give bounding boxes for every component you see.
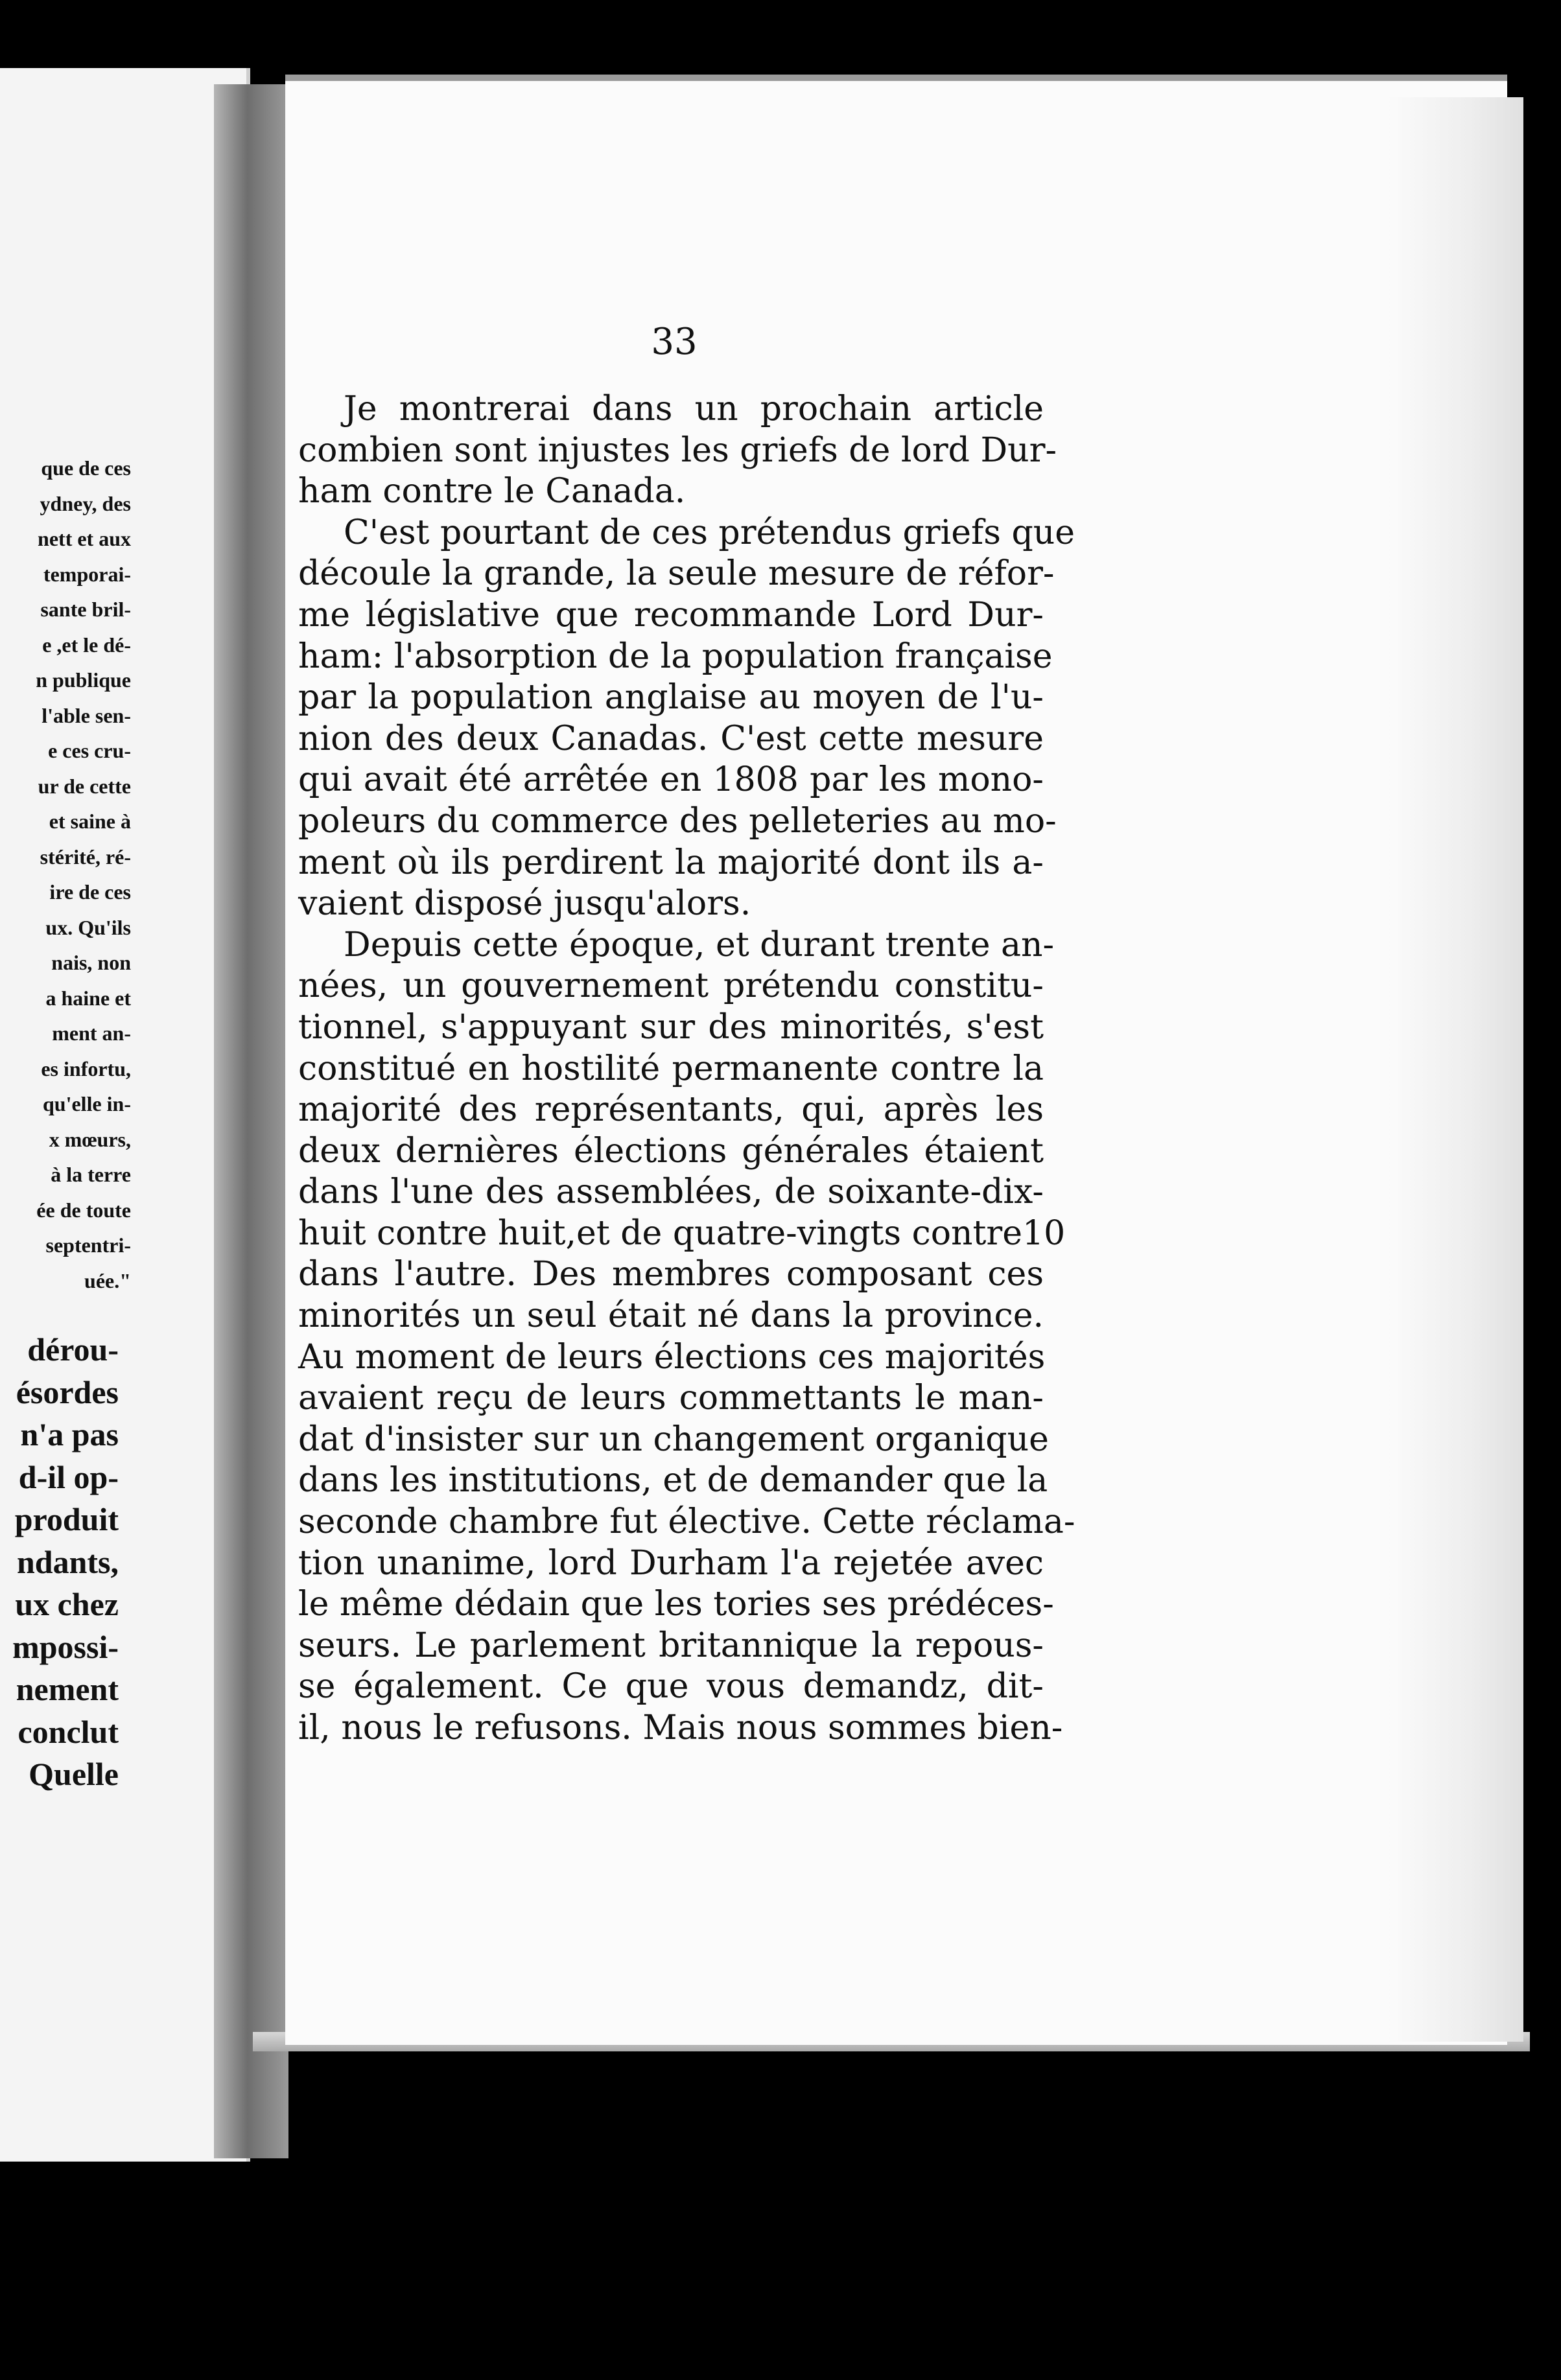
text-line: le même dédain que les tories ses prédéces-	[298, 1585, 1054, 1624]
text-line: dans les institutions, et de demander que la	[298, 1461, 1048, 1500]
text-line: il, nous le refusons. Mais nous sommes bien-	[298, 1709, 1063, 1747]
left-line: Quelle	[29, 1756, 119, 1792]
left-line: ée de toute	[36, 1198, 131, 1222]
left-line: ydney, des	[40, 491, 131, 515]
text-line: tion unanime, lord Durham l'a rejetée avec	[298, 1543, 1044, 1583]
text-line: dans l'une des assemblées, de soixante-dix-	[298, 1172, 1044, 1212]
left-line: uée."	[84, 1268, 131, 1292]
left-line: que de ces	[41, 456, 131, 480]
left-line: qu'elle in-	[42, 1092, 131, 1115]
text-line: constitué en hostilité permanente contre la	[298, 1049, 1044, 1088]
left-line: temporai-	[43, 562, 131, 586]
left-line: x mœurs,	[49, 1127, 131, 1151]
left-page	[0, 68, 250, 2162]
left-line: dérou-	[27, 1331, 119, 1368]
text-line: Depuis cette époque, et durant trente an-	[344, 925, 1055, 964]
text-line: me législative que recommande Lord Dur-	[298, 595, 1044, 635]
left-line: ur de cette	[38, 774, 131, 798]
left-line: d-il op-	[18, 1458, 119, 1495]
text-line: seurs. Le parlement britannique la repous-	[298, 1626, 1044, 1665]
text-line: seconde chambre fut élective. Cette réclama-	[298, 1502, 1075, 1542]
left-line: à la terre	[51, 1163, 131, 1186]
text-line: deux dernières élections générales étaient	[298, 1131, 1044, 1171]
left-line: n publique	[36, 668, 131, 692]
text-line: combien sont injustes les griefs de lord Dur-	[298, 430, 1057, 470]
left-line: ésordes	[16, 1373, 119, 1410]
left-line: nais, non	[51, 951, 131, 974]
text-line: ment où ils perdirent la majorité dont ils a-	[298, 843, 1044, 882]
left-line: ux. Qu'ils	[45, 915, 131, 939]
text-line: Je montrerai dans un prochain article	[344, 390, 1044, 428]
left-line: produit	[14, 1501, 119, 1537]
left-line: nement	[16, 1671, 119, 1707]
text-line: nion des deux Canadas. C'est cette mesure	[298, 719, 1044, 758]
left-line: ndants,	[16, 1543, 119, 1580]
left-line: a haine et	[45, 986, 131, 1010]
text-line: ham contre le Canada.	[298, 472, 686, 511]
text-line: C'est pourtant de ces prétendus griefs que	[344, 513, 1075, 552]
left-line: septentri-	[45, 1233, 131, 1257]
text-line: majorité des représentants, qui, après les	[298, 1090, 1044, 1130]
text-line: poleurs du commerce des pelleteries au mo-	[298, 801, 1057, 841]
left-line: l'able sen-	[41, 703, 131, 727]
body-text	[298, 389, 1075, 1749]
left-line: ux chez	[15, 1586, 119, 1622]
page-number: 33	[651, 321, 698, 363]
text-line: ham: l'absorption de la population française	[298, 636, 1053, 676]
left-line: e ,et le dé-	[42, 633, 131, 657]
left-line: stérité, ré-	[40, 845, 131, 869]
page-right-edge	[1387, 97, 1523, 2042]
text-line: Au moment de leurs élections ces majorités	[298, 1337, 1046, 1377]
left-page-small-text	[0, 450, 246, 1298]
book-gutter	[214, 84, 288, 2158]
text-line: dat d'insister sur un changement organique	[298, 1419, 1049, 1459]
left-line: mpossi-	[12, 1628, 119, 1665]
text-line: tionnel, s'appuyant sur des minorités, s'est	[298, 1007, 1044, 1047]
left-line: ment an-	[52, 1021, 131, 1045]
left-line: e ces cru-	[48, 739, 131, 762]
text-line: avaient reçu de leurs commettants le man-	[298, 1379, 1044, 1418]
text-line: nées, un gouvernement prétendu constitu-	[298, 966, 1044, 1006]
text-line: huit contre huit,et de quatre-vingts contre10	[298, 1213, 1066, 1253]
text-line: se également. Ce que vous demandz, dit-	[298, 1667, 1044, 1707]
text-line: vaient disposé jusqu'alors.	[298, 884, 751, 924]
left-line: sante bril-	[40, 598, 131, 621]
left-line: ire de ces	[49, 880, 131, 904]
text-line: minorités un seul était né dans la province.	[298, 1296, 1044, 1336]
left-line: nett et aux	[38, 527, 131, 550]
text-line: qui avait été arrêtée en 1808 par les mono-	[298, 760, 1044, 800]
left-line: es infortu,	[41, 1056, 131, 1080]
left-page-large-text	[0, 1329, 246, 1796]
text-line: par la population anglaise au moyen de l'u-	[298, 678, 1044, 718]
left-line: conclut	[18, 1713, 119, 1750]
left-line: et saine à	[49, 810, 131, 833]
text-line: dans l'autre. Des membres composant ces	[298, 1255, 1044, 1294]
left-line: n'a pas	[20, 1416, 119, 1452]
text-line: découle la grande, la seule mesure de réfor-	[298, 554, 1055, 594]
